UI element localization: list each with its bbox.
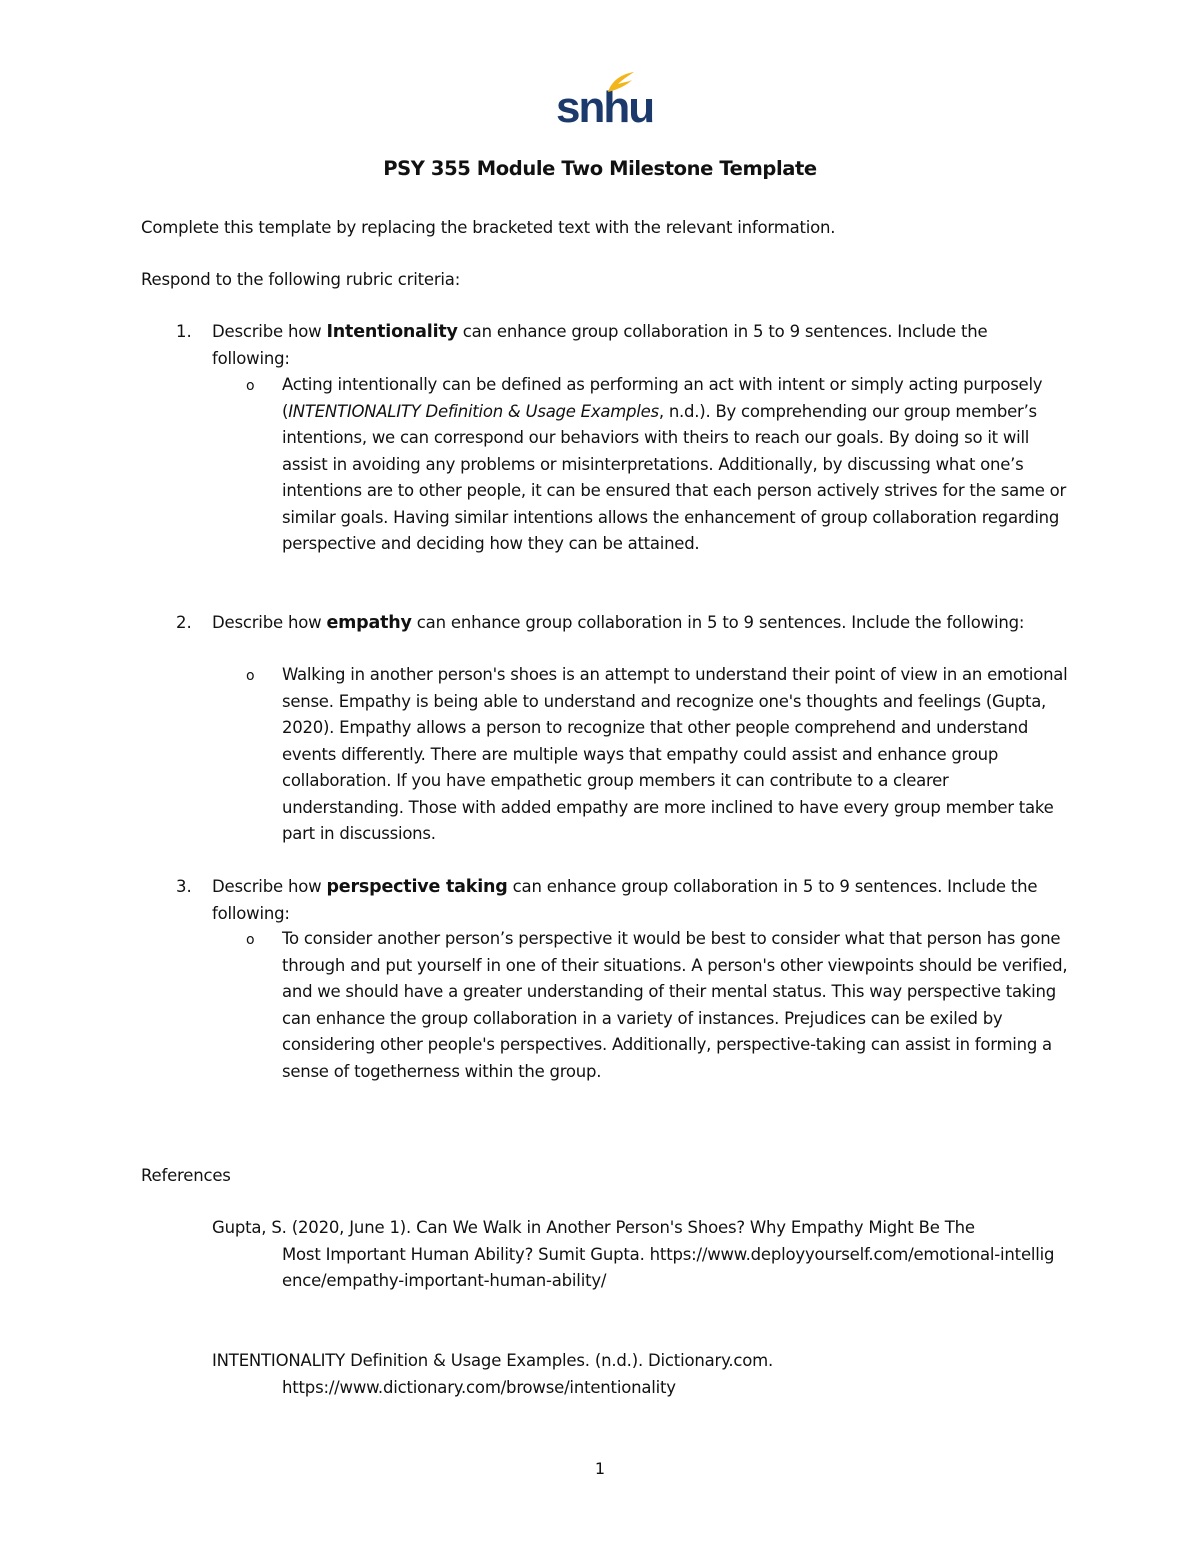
document-title: PSY 355 Module Two Milestone Template: [383, 157, 817, 180]
criterion-2-prompt: [212, 610, 1042, 637]
reference-1-first-line: Gupta, S. (2020, June 1). Can We Walk in Another Person's Shoes? Why Empathy Might Be The: [212, 1218, 975, 1237]
criterion-3-prefix: Describe how: [212, 877, 327, 896]
criterion-2-prefix: Describe how: [212, 613, 327, 632]
bullet-icon: o: [246, 378, 255, 394]
response-1-text-b: , n.d.). By comprehending our group member’s intentions, we can correspond our behaviors with theirs to reach our goals. By doing so it will assist in avoiding any problems or misinterpretations. Additionally, by discussing what one’s intentions are to other people, it can be ensured that each person actively strives for the same or similar goals. Having similar intentions allows the enhancement of group collaboration regarding perspective and deciding how they can be attained.: [282, 401, 1067, 553]
flame-icon: [606, 70, 636, 94]
criterion-2-suffix: can enhance group collaboration in 5 to 9 sentences. Include the following:: [411, 613, 1025, 632]
criterion-1-prompt: [212, 319, 1042, 372]
criterion-1-suffix: can enhance group collaboration in 5 to 9 sentences. Include the following:: [212, 322, 988, 368]
criterion-3-number: 3.: [176, 877, 192, 896]
criterion-3-response: To consider another person’s perspective it would be best to consider what that person has gone through and put yourself in one of their situations. A person's other viewpoints should be verified, and we should have a greater understanding of their mental status. This way perspective taking can enhance the group collaboration in a variety of instances. Prejudices can be exiled by considering other people's perspectives. Additionally, perspective-taking can assist in forming a sense of togetherness within the group.: [282, 929, 1068, 1081]
references-heading: References: [141, 1166, 231, 1185]
logo-wordmark: snhu: [556, 83, 654, 132]
bullet-icon: o: [246, 932, 255, 948]
reference-1-continuation: Most Important Human Ability? Sumit Gupta. https://www.deployyourself.com/emotional-intelligence/empathy-important-human-ability/: [282, 1244, 1055, 1290]
response-1-text-a: Acting intentionally can be defined as performing an act with intent or simply acting purposely (: [282, 375, 1043, 421]
criterion-2-response: Walking in another person's shoes is an attempt to understand their point of view in an emotional sense. Empathy is being able to understand and recognize one's thoughts and feelings (Gupta, 2020). Empathy allows a person to recognize that other people comprehend and understand events differently. There are multiple ways that empathy could assist and enhance group collaboration. If you have empathetic group members it can contribute to a clearer understanding. Those with added empathy are more inclined to have every group member take part in discussions.: [282, 665, 1068, 843]
criterion-1-response: [282, 372, 1072, 558]
instructions-text: Complete this template by replacing the bracketed text with the relevant information.: [141, 218, 836, 237]
reference-entry: [212, 1215, 1062, 1295]
response-1-citation: INTENTIONALITY Definition & Usage Examples: [288, 401, 659, 421]
bullet-icon: o: [246, 668, 255, 684]
reference-2-continuation: https://www.dictionary.com/browse/intentionality: [282, 1377, 676, 1397]
reference-2-first-line: INTENTIONALITY Definition & Usage Examples. (n.d.). Dictionary.com.: [212, 1351, 774, 1370]
criterion-1-term: Intentionality: [326, 322, 458, 342]
criterion-1-number: 1.: [176, 322, 192, 341]
criterion-3-prompt: [212, 874, 1047, 927]
criterion-1-prefix: Describe how: [212, 322, 327, 341]
criterion-3-term: perspective taking: [326, 877, 508, 897]
reference-entry: [212, 1348, 1062, 1401]
criterion-3-suffix: can enhance group collaboration in 5 to 9 sentences. Include the following:: [212, 877, 1038, 923]
page-number: 1: [594, 1459, 606, 1478]
snhu-logo: [556, 70, 654, 134]
criterion-2-number: 2.: [176, 613, 192, 632]
criterion-2-term: empathy: [326, 613, 412, 633]
rubric-intro: Respond to the following rubric criteria:: [141, 270, 461, 289]
